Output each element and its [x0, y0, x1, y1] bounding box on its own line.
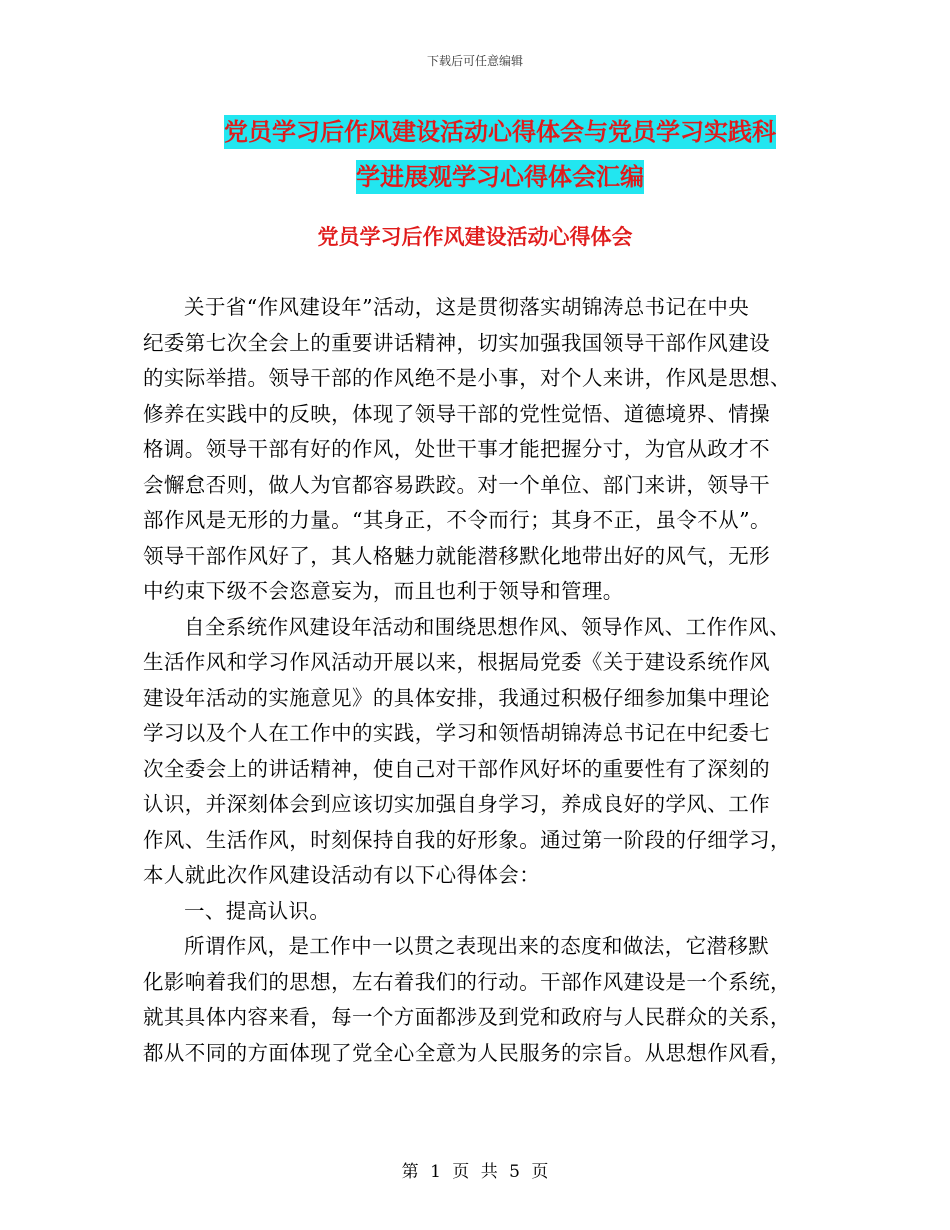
- text-line: 修养在实践中的反映，体现了领导干部的党性觉悟、道德境界、情操: [143, 401, 770, 426]
- document-title-line-1: 党员学习后作风建设活动心得体会与党员学习实践科: [224, 115, 776, 149]
- text-line: 认识，并深刻体会到应该切实加强自身学习，养成良好的学风、工作: [143, 792, 770, 816]
- text-line: 的实际举措。领导干部的作风绝不是小事，对个人来讲，作风是思想、: [143, 366, 791, 390]
- text-line: 自全系统作风建设年活动和围绕思想作风、领导作风、工作作风、: [184, 614, 791, 639]
- text-line: 都从不同的方面体现了党全心全意为人民服务的宗旨。从思想作风看，: [143, 1040, 791, 1065]
- header-note: 下载后可任意编辑: [426, 54, 523, 68]
- text-line: 作风、生活作风，时刻保持自我的好形象。通过第一阶段的仔细学习，: [143, 827, 791, 852]
- text-line: 本人就此次作风建设活动有以下心得体会：: [143, 863, 541, 887]
- text-line: 会懈怠否则，做人为官都容易跌跤。对一个单位、部门来讲，领导干: [143, 472, 770, 497]
- text-line: 生活作风和学习作风活动开展以来，根据局党委《关于建设系统作风: [143, 650, 770, 674]
- text-line: 所谓作风，是工作中一以贯之表现出来的态度和做法，它潜移默: [184, 934, 770, 958]
- text-line: 建设年活动的实施意见》的具体安排，我通过积极仔细参加集中理论: [143, 685, 770, 710]
- text-line: 部作风是无形的力量。“其身正，不令而行；其身不正，虽令不从”。: [143, 508, 771, 532]
- document-title-line-2: 学进展观学习心得体会汇编: [356, 160, 644, 194]
- document-title: [100, 110, 900, 200]
- text-line: 领导干部作风好了，其人格魅力就能潜移默化地带出好的风气，无形: [143, 543, 770, 568]
- page-footer: 第 1 页 共 5 页: [401, 1162, 549, 1182]
- text-line: 学习以及个人在工作中的实践，学习和领悟胡锦涛总书记在中纪委七: [143, 721, 770, 745]
- text-line: 一、提高认识。: [184, 898, 331, 923]
- text-line: 关于省“作风建设年”活动，这是贯彻落实胡锦涛总书记在中央: [184, 295, 750, 319]
- body-text: [143, 290, 808, 1071]
- text-line: 就其具体内容来看，每一个方面都涉及到党和政府与人民群众的关系，: [143, 1005, 791, 1029]
- text-line: 中约束下级不会恣意妄为，而且也利于领导和管理。: [143, 579, 624, 603]
- text-line: 纪委第七次全会上的重要讲话精神，切实加强我国领导干部作风建设: [143, 330, 770, 355]
- text-line: 格调。领导干部有好的作风，处世干事才能把握分寸，为官从政才不: [143, 437, 770, 461]
- text-line: 化影响着我们的思想，左右着我们的行动。干部作风建设是一个系统，: [143, 969, 791, 994]
- text-line: 次全委会上的讲话精神，使自己对干部作风好坏的重要性有了深刻的: [143, 756, 770, 781]
- section-title: 党员学习后作风建设活动心得体会: [317, 225, 633, 249]
